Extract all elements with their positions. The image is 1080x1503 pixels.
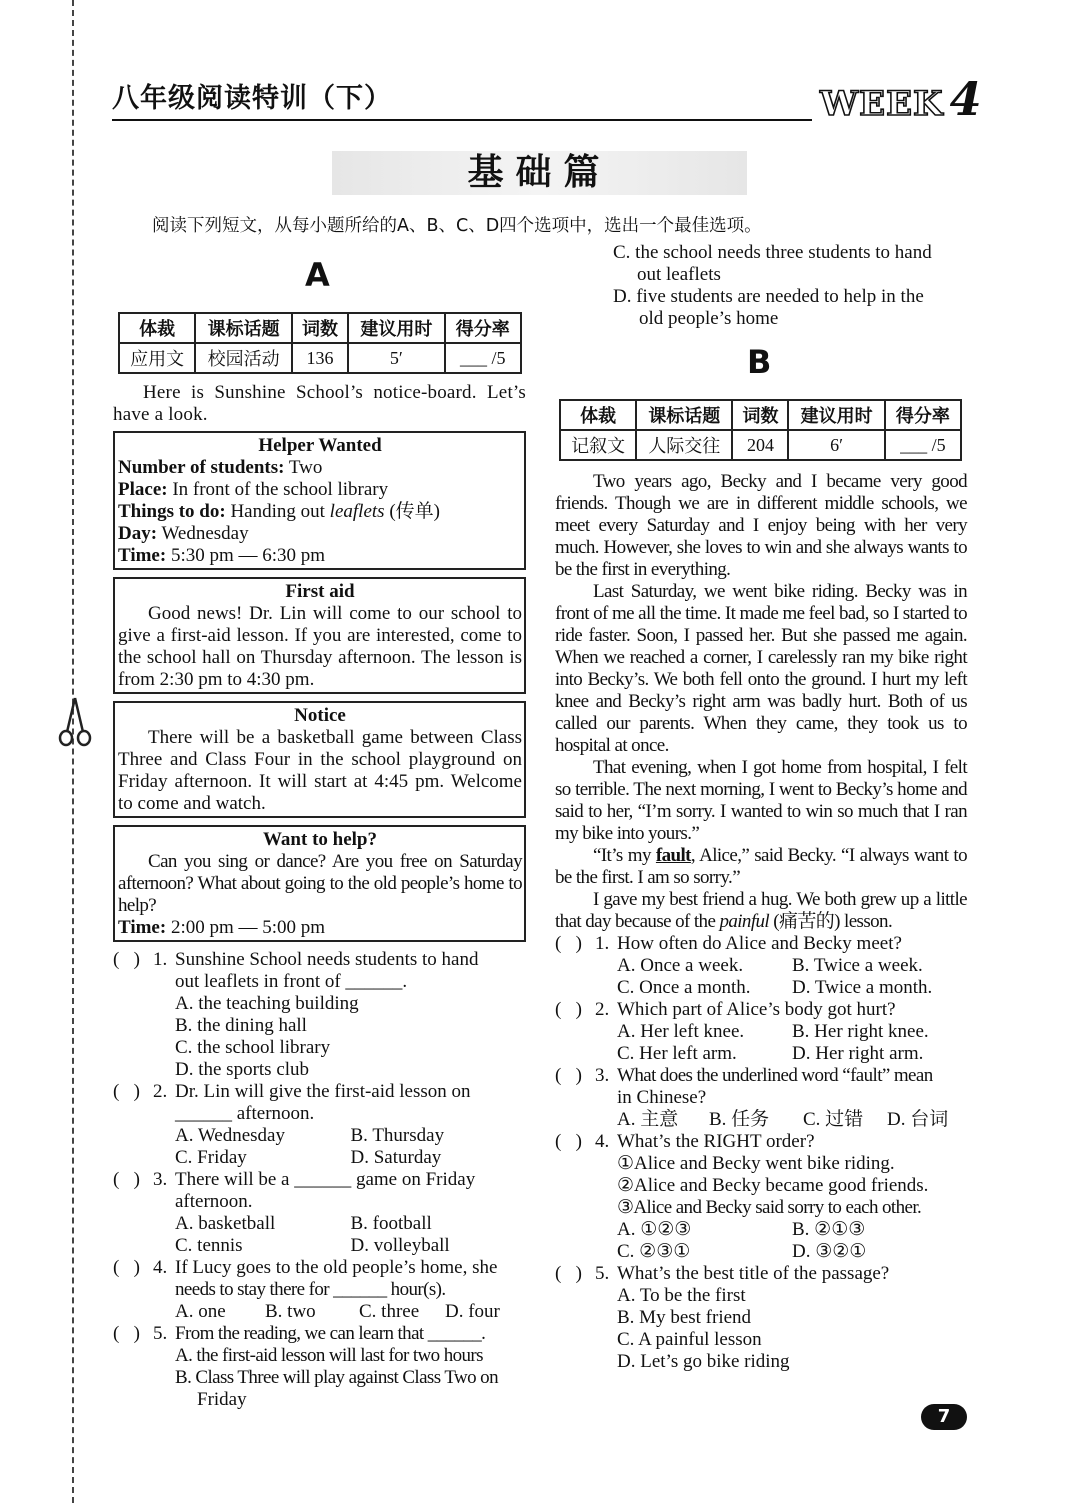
option[interactable]: B. Thursday [350,1125,445,1146]
section-b-info-table [559,399,962,461]
option[interactable]: C. the school library [175,1037,331,1058]
notice-line: Number of students: Two [118,457,323,478]
option[interactable]: A. the teaching building [175,993,359,1014]
header-cell: 得分率 [445,313,521,343]
notice-line: Time: 5:30 pm — 6:30 pm [118,545,326,566]
answer-blank[interactable]: ( ) [555,1131,582,1152]
notice-line: Things to do: Handing out leaflets (传单) [118,501,440,522]
notice-title: Notice [294,705,346,726]
header-cell: 课标话题 [195,313,292,343]
option[interactable]: D. Saturday [350,1147,442,1168]
option[interactable]: B. the dining hall [175,1015,307,1036]
notice-want-to-help [113,825,526,942]
option[interactable]: C. three [359,1301,420,1322]
notice-body: Can you sing or dance? Are you free on Saturday afternoon? What about going to the old people’s home to help? [118,851,522,916]
option[interactable]: C. the school needs three students to hand [613,242,932,263]
right-column [555,471,967,1373]
section-b-passage [555,471,967,933]
option[interactable]: C. tennis [175,1235,243,1256]
value-cell: 记叙文 [560,430,636,460]
answer-blank[interactable]: ( ) [555,999,582,1020]
section-b-label: B [747,343,772,381]
value-cell: 人际交往 [636,430,732,460]
notice-line: Time: 2:00 pm — 5:00 pm [118,917,326,938]
section-banner [332,151,747,195]
header-rule [112,119,812,121]
notice-body: Good news! Dr. Lin will come to our school to give a first-aid lesson. If you are interested, come to the school hall on Thursday afternoon. The lesson is from 2:30 pm to 4:30 pm. [118,603,522,690]
option[interactable]: C. Once a month. [617,977,751,998]
option[interactable]: D. volleyball [350,1235,450,1256]
notice-first-aid [113,577,526,694]
option[interactable]: A. one [175,1301,226,1322]
option[interactable]: D. five students are needed to help in the [613,286,924,307]
option[interactable]: B. Twice a week. [792,955,923,976]
notice-title: Want to help? [262,829,378,850]
value-cell: 5′ [348,343,445,373]
notice-helper-wanted [113,431,526,570]
header-cell: 体裁 [119,313,195,343]
value-cell: 应用文 [119,343,195,373]
option[interactable]: A. 主意 [617,1109,679,1130]
option[interactable]: B. Class Three will play against Class Two on [175,1367,498,1388]
page-number: 7 [921,1404,967,1430]
value-cell: 6′ [788,430,884,460]
answer-blank[interactable]: ( ) [113,949,140,970]
paragraph: I gave my best friend a hug. We both grew up a little that day because of the painful (痛苦的) lesson. [555,889,967,932]
option[interactable]: B. football [350,1213,432,1234]
option[interactable]: D. four [445,1301,500,1322]
option[interactable]: B. Her right knee. [792,1021,929,1042]
question-a2: ( ) 2. Dr. Lin will give the first-aid lesson on ______ afternoon. A. Wednesday B. Thursday C. Friday D. Saturday [113,1081,526,1169]
option[interactable]: D. ③②① [792,1241,867,1262]
option[interactable]: D. Her right arm. [792,1043,924,1064]
question-a4: ( ) 4. If Lucy goes to the old people’s home, she needs to stay there for ______ hour(s). A. one B. two C. three D. four [113,1257,500,1322]
option[interactable]: A. the first-aid lesson will last for two hours [175,1345,483,1366]
question-a1: ( ) 1. Sunshine School needs students to hand out leaflets in front of ______. A. the teaching building B. the dining hall C. the school library D. the sports club [113,949,526,1081]
answer-blank[interactable]: ( ) [113,1081,140,1102]
notice-title: First aid [285,581,355,602]
option[interactable]: C. Her left arm. [617,1043,737,1064]
underlined-word: fault [655,845,691,866]
notice-line: Day: Wednesday [118,523,249,544]
question-a5: ( ) 5. From the reading, we can learn that ______. A. the first-aid lesson will last for two hours B. Class Three will play against Class Two on Friday [113,1323,526,1411]
question-a3: ( ) 3. There will be a ______ game on Friday afternoon. A. basketball B. football C. tennis D. volleyball [113,1169,526,1257]
option[interactable]: D. Let’s go bike riding [617,1351,790,1372]
notice-line: Place: In front of the school library [118,479,389,500]
header-cell: 建议用时 [788,400,884,430]
paragraph: Two years ago, Becky and I became very good friends. Though we are in different middle schools, we meet every Saturday and I enjoy being with her very much. However, she loves to win and she always wants to be the first in everything. [555,471,967,580]
value-cell: 204 [732,430,788,460]
header-cell: 词数 [292,313,348,343]
notice-body: There will be a basketball game between Class Three and Class Four in the school playground on Friday afternoon. It will start at 4:45 pm. Welcome to come and watch. [118,727,522,814]
header-cell: 建议用时 [348,313,445,343]
option[interactable]: D. the sports club [175,1059,310,1080]
value-cell: 校园活动 [195,343,292,373]
answer-blank[interactable]: ( ) [113,1169,140,1190]
scissors-icon [58,696,92,748]
book-title: 八年级阅读特训（下） [112,83,392,114]
header-cell: 词数 [732,400,788,430]
banner-text: 基础篇 [467,152,612,193]
option[interactable]: A. ①②③ [617,1219,692,1240]
option[interactable]: A. To be the first [617,1285,746,1306]
paragraph: “It’s my fault, Alice,” said Becky. “I always want to be the first. I am so sorry.” [555,845,968,888]
value-cell: ___ /5 [885,430,961,460]
question-b2: ( ) 2. Which part of Alice’s body got hurt? A. Her left knee. B. Her right knee. C. Her left arm. D. Her right arm. [555,999,967,1065]
paragraph: Last Saturday, we went bike riding. Becky was in front of me all the time. It made me feel bad, so I started to ride faster. Soon, I passed her. But she passed me again. When we reached a corner, I carelessly ran my bike right into Becky’s. We both fell onto the ground. I hurt my left knee and Becky’s right arm was badly hurt. Both of us called our parents. When they came, they took us to hospital at once. [555,581,967,756]
option[interactable]: C. 过错 [803,1109,864,1130]
option[interactable]: A. basketball [175,1213,276,1234]
option[interactable]: C. A painful lesson [617,1329,762,1350]
event-item: ③Alice and Becky said sorry to each other. [617,1197,922,1218]
value-cell: 136 [292,343,348,373]
header-cell: 体裁 [560,400,636,430]
notice-basketball [113,701,526,818]
event-item: ①Alice and Becky went bike riding. [617,1153,895,1174]
answer-blank[interactable]: ( ) [113,1257,140,1278]
answer-blank[interactable]: ( ) [555,933,582,954]
option[interactable]: A. Wednesday [175,1125,285,1146]
option[interactable]: D. 台词 [887,1109,949,1130]
right-column-top: C. the school needs three students to hand out leaflets D. five students are needed to help in the old people’s home [613,242,967,330]
answer-blank[interactable]: ( ) [555,1065,582,1086]
option[interactable]: D. Twice a month. [792,977,933,998]
option[interactable]: C. Friday [175,1147,247,1168]
question-b5: ( ) 5. What’s the best title of the passage? A. To be the first B. My best friend C. A painful lesson D. Let’s go bike riding [555,1263,967,1373]
question-b3: ( ) 3. What does the underlined word “fault” mean in Chinese? A. 主意 B. 任务 C. 过错 D. 台词 [555,1065,949,1130]
option[interactable]: B. 任务 [709,1109,770,1130]
paragraph: That evening, when I got home from hospital, I felt so terrible. The next morning, I went to Becky’s home and said to her, “I’m sorry. I wanted to win so much that I ran my bike into yours.” [555,757,967,844]
event-item: ②Alice and Becky became good friends. [617,1175,929,1196]
answer-blank[interactable]: ( ) [113,1323,140,1344]
answer-blank[interactable]: ( ) [555,1263,582,1284]
option[interactable]: A. Her left knee. [617,1021,745,1042]
notice-title: Helper Wanted [258,435,382,456]
week-badge [820,72,982,126]
option[interactable]: C. ②③① [617,1241,691,1262]
cut-line [72,0,74,1503]
section-a-intro: Here is Sunshine School’s notice-board. Let’s have a look. [113,382,526,425]
left-column [113,382,526,1411]
question-b1: ( ) 1. How often do Alice and Becky meet? A. Once a week. B. Twice a week. C. Once a month. D. Twice a month. [555,933,967,999]
section-a-info-table [118,312,522,374]
week-word: WEEK [820,84,944,124]
option[interactable]: B. two [265,1301,316,1322]
option[interactable]: A. Once a week. [617,955,744,976]
week-number: 4 [949,72,982,126]
value-cell: ___ /5 [445,343,521,373]
option[interactable]: B. My best friend [617,1307,752,1328]
option[interactable]: B. ②①③ [792,1219,866,1240]
header-cell: 课标话题 [636,400,732,430]
instruction: 阅读下列短文，从每小题所给的A、B、C、D四个选项中，选出一个最佳选项。 [152,216,762,236]
question-b4: ( ) 4. What’s the RIGHT order? ①Alice and Becky went bike riding. ②Alice and Becky became good friends. ③Alice and Becky said sorry to each other. A. ①②③ B. ②①③ C. ②③① D. ③②① [555,1131,967,1263]
header-cell: 得分率 [885,400,961,430]
section-a-label: A [305,256,330,294]
